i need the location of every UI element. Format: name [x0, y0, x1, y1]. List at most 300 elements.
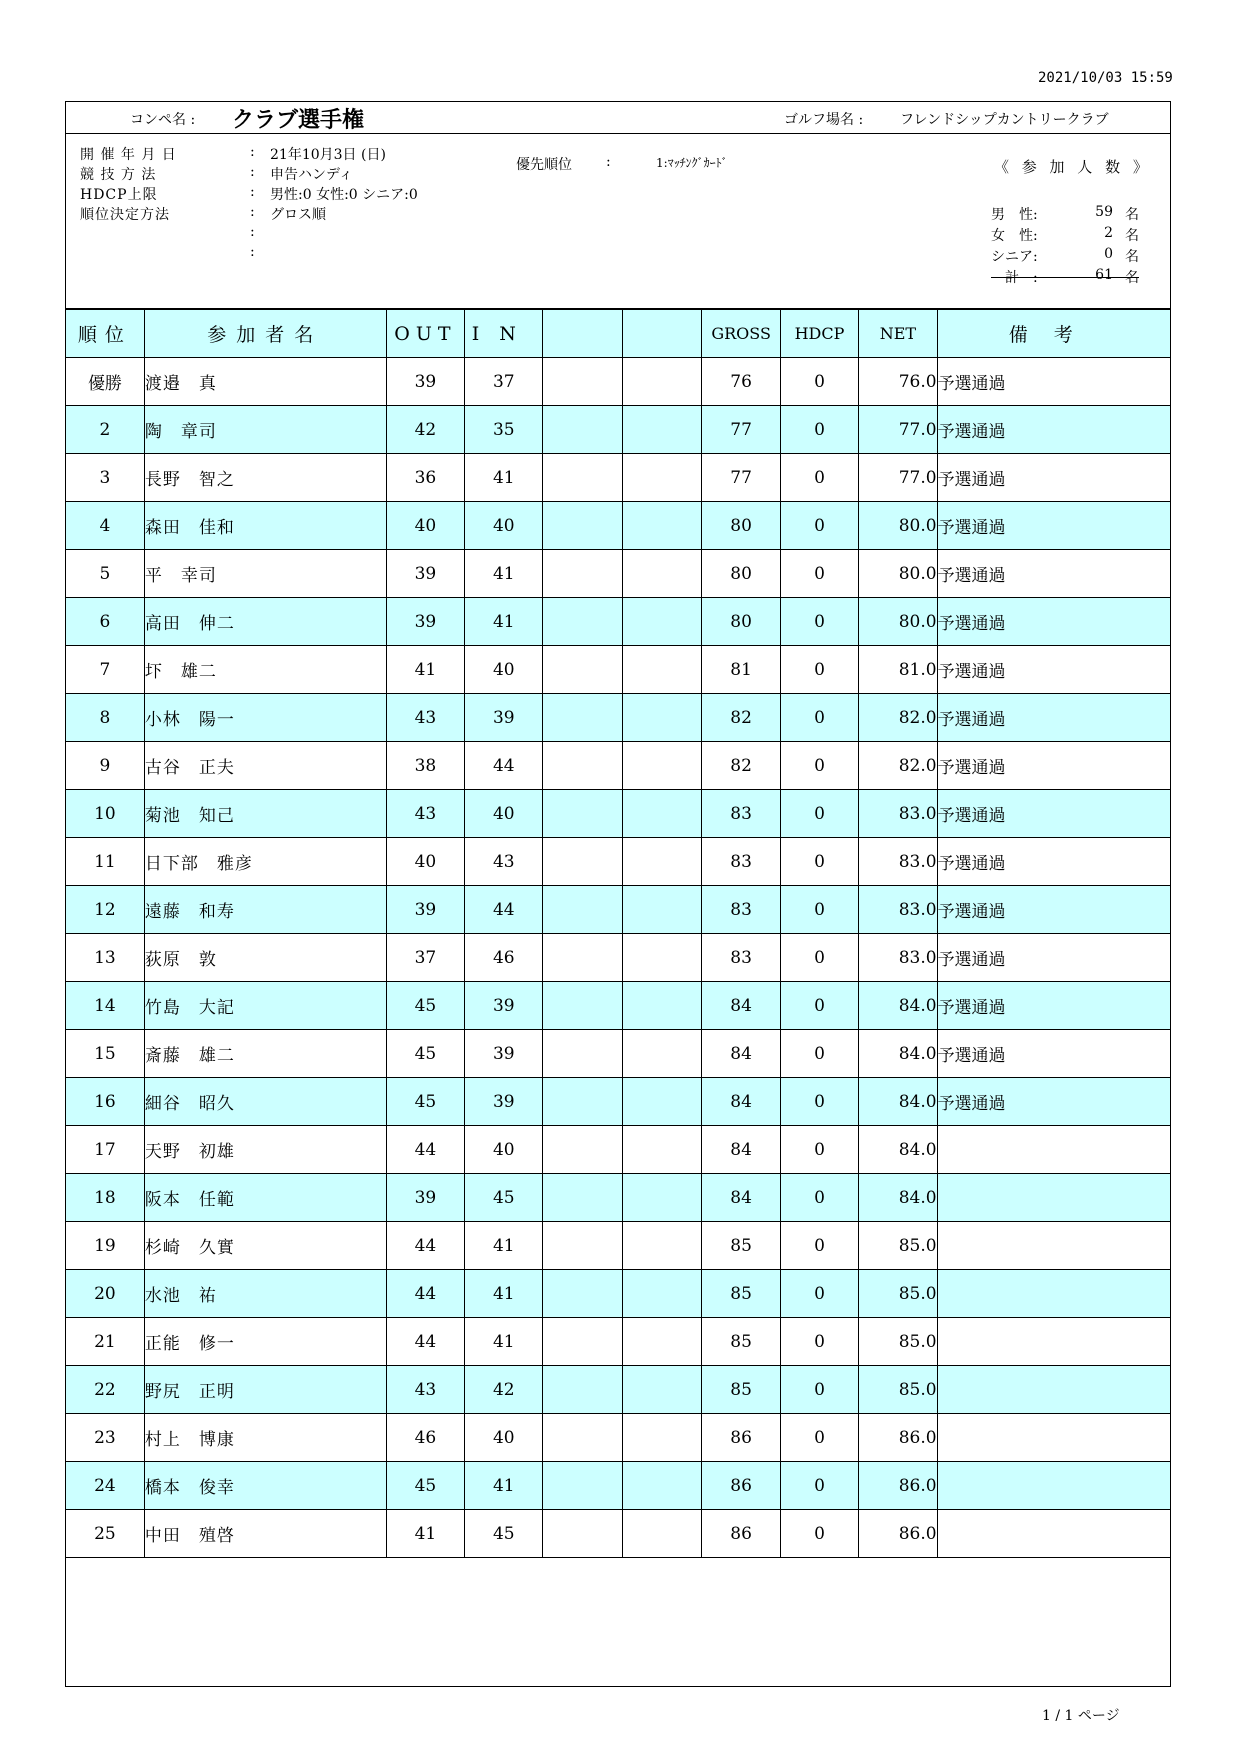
course-name: フレンドシップカントリークラブ: [900, 112, 1109, 128]
cell-blank: [543, 1462, 622, 1510]
cell-out: 39: [386, 358, 464, 406]
cell-out: 41: [386, 646, 464, 694]
competition-header: [66, 102, 1170, 134]
cell-out: 45: [386, 1030, 464, 1078]
cell-hdcp: 0: [780, 1510, 858, 1558]
cell-rank: 20: [66, 1270, 144, 1318]
cell-net: 80.0: [859, 598, 937, 646]
cell-blank: [622, 886, 701, 934]
cell-blank: [622, 934, 701, 982]
cell-gross: 83: [702, 886, 780, 934]
cell-rank: 23: [66, 1414, 144, 1462]
cell-blank: [543, 1030, 622, 1078]
col-in: IN: [465, 310, 543, 358]
cell-in: 40: [465, 1414, 543, 1462]
cell-out: 43: [386, 694, 464, 742]
cell-rank: 9: [66, 742, 144, 790]
cell-rank: 12: [66, 886, 144, 934]
cell-blank: [622, 742, 701, 790]
info-value: 21年10月3日 (日): [270, 147, 386, 163]
cell-hdcp: 0: [780, 1366, 858, 1414]
cell-blank: [622, 1030, 701, 1078]
cell-note: 予選通過: [937, 982, 1170, 1030]
cell-rank: 3: [66, 454, 144, 502]
results-body: [66, 358, 1170, 1558]
cell-note: 予選通過: [937, 790, 1170, 838]
cell-rank: 5: [66, 550, 144, 598]
cell-name: 天野 初雄: [144, 1126, 386, 1174]
cell-net: 83.0: [859, 934, 937, 982]
cell-name: 圷 雄二: [144, 646, 386, 694]
count-value: 59: [1095, 204, 1113, 220]
cell-in: 41: [465, 1222, 543, 1270]
cell-gross: 83: [702, 790, 780, 838]
info-colon: :: [250, 224, 255, 240]
cell-name: 高田 伸二: [144, 598, 386, 646]
count-label: 女 性:: [991, 228, 1038, 244]
cell-blank: [543, 1270, 622, 1318]
cell-name: 荻原 敦: [144, 934, 386, 982]
cell-name: 水池 祐: [144, 1270, 386, 1318]
cell-out: 44: [386, 1270, 464, 1318]
table-row: [66, 1030, 1170, 1078]
cell-blank: [622, 1126, 701, 1174]
cell-blank: [622, 1462, 701, 1510]
cell-blank: [543, 1510, 622, 1558]
cell-in: 41: [465, 454, 543, 502]
cell-hdcp: 0: [780, 454, 858, 502]
cell-in: 40: [465, 502, 543, 550]
cell-hdcp: 0: [780, 934, 858, 982]
cell-note: 予選通過: [937, 694, 1170, 742]
cell-rank: 優勝: [66, 358, 144, 406]
cell-hdcp: 0: [780, 502, 858, 550]
cell-blank: [622, 406, 701, 454]
cell-note: [937, 1222, 1170, 1270]
table-row: [66, 1318, 1170, 1366]
cell-rank: 2: [66, 406, 144, 454]
cell-note: 予選通過: [937, 454, 1170, 502]
cell-net: 86.0: [859, 1510, 937, 1558]
cell-name: 阪本 任範: [144, 1174, 386, 1222]
col-blank-2: [622, 310, 701, 358]
cell-name: 日下部 雅彦: [144, 838, 386, 886]
info-value: グロス順: [270, 207, 326, 223]
table-row: [66, 358, 1170, 406]
table-row: [66, 1222, 1170, 1270]
cell-gross: 80: [702, 502, 780, 550]
cell-gross: 83: [702, 934, 780, 982]
info-colon: :: [250, 184, 255, 200]
cell-name: 小林 陽一: [144, 694, 386, 742]
cell-note: 予選通過: [937, 358, 1170, 406]
cell-net: 86.0: [859, 1462, 937, 1510]
cell-in: 41: [465, 1318, 543, 1366]
cell-gross: 80: [702, 598, 780, 646]
cell-in: 40: [465, 790, 543, 838]
table-row: [66, 1462, 1170, 1510]
cell-hdcp: 0: [780, 1222, 858, 1270]
cell-blank: [622, 838, 701, 886]
cell-in: 41: [465, 598, 543, 646]
count-row: [991, 246, 1139, 268]
cell-net: 83.0: [859, 790, 937, 838]
cell-rank: 19: [66, 1222, 144, 1270]
cell-name: 菊池 知己: [144, 790, 386, 838]
cell-blank: [543, 1222, 622, 1270]
cell-out: 36: [386, 454, 464, 502]
cell-name: 森田 佳和: [144, 502, 386, 550]
cell-rank: 10: [66, 790, 144, 838]
cell-hdcp: 0: [780, 886, 858, 934]
cell-note: [937, 1126, 1170, 1174]
cell-name: 陶 章司: [144, 406, 386, 454]
cell-out: 38: [386, 742, 464, 790]
cell-rank: 24: [66, 1462, 144, 1510]
cell-out: 40: [386, 502, 464, 550]
cell-note: [937, 1510, 1170, 1558]
cell-note: [937, 1366, 1170, 1414]
cell-net: 86.0: [859, 1414, 937, 1462]
cell-gross: 84: [702, 1126, 780, 1174]
cell-gross: 77: [702, 454, 780, 502]
count-row: [991, 267, 1139, 289]
table-row: [66, 742, 1170, 790]
col-out: OUT: [386, 310, 464, 358]
info-value: 男性:0 女性:0 シニア:0: [270, 187, 418, 203]
cell-net: 85.0: [859, 1222, 937, 1270]
course-label: ゴルフ場名 :: [784, 112, 864, 128]
cell-net: 83.0: [859, 838, 937, 886]
cell-blank: [543, 598, 622, 646]
cell-net: 82.0: [859, 742, 937, 790]
count-unit: 名: [1125, 207, 1139, 223]
info-colon: :: [250, 204, 255, 220]
cell-rank: 18: [66, 1174, 144, 1222]
cell-in: 37: [465, 358, 543, 406]
cell-blank: [622, 1366, 701, 1414]
cell-blank: [622, 1414, 701, 1462]
cell-name: 平 幸司: [144, 550, 386, 598]
count-value: 0: [1104, 246, 1113, 262]
cell-rank: 16: [66, 1078, 144, 1126]
info-colon: :: [250, 244, 255, 260]
cell-in: 39: [465, 982, 543, 1030]
info-value: 申告ハンディ: [270, 167, 353, 183]
cell-hdcp: 0: [780, 1414, 858, 1462]
cell-net: 84.0: [859, 1030, 937, 1078]
table-row: [66, 502, 1170, 550]
cell-gross: 84: [702, 982, 780, 1030]
cell-gross: 85: [702, 1318, 780, 1366]
cell-blank: [622, 502, 701, 550]
table-row: [66, 1270, 1170, 1318]
table-row: [66, 1366, 1170, 1414]
cell-blank: [622, 358, 701, 406]
cell-note: 予選通過: [937, 1030, 1170, 1078]
cell-hdcp: 0: [780, 550, 858, 598]
cell-rank: 8: [66, 694, 144, 742]
cell-hdcp: 0: [780, 694, 858, 742]
cell-out: 39: [386, 886, 464, 934]
cell-out: 40: [386, 838, 464, 886]
cell-gross: 82: [702, 694, 780, 742]
cell-in: 40: [465, 1126, 543, 1174]
cell-out: 39: [386, 1174, 464, 1222]
cell-in: 39: [465, 694, 543, 742]
cell-hdcp: 0: [780, 1270, 858, 1318]
cell-note: 予選通過: [937, 934, 1170, 982]
cell-name: 竹島 大記: [144, 982, 386, 1030]
cell-net: 85.0: [859, 1366, 937, 1414]
cell-blank: [543, 742, 622, 790]
cell-blank: [622, 1270, 701, 1318]
count-label: 男 性:: [991, 207, 1038, 223]
cell-note: 予選通過: [937, 1078, 1170, 1126]
table-row: [66, 1510, 1170, 1558]
results-sheet: [65, 101, 1171, 1687]
cell-in: 44: [465, 886, 543, 934]
cell-blank: [543, 982, 622, 1030]
count-label: シニア:: [991, 249, 1038, 265]
cell-out: 44: [386, 1222, 464, 1270]
cell-hdcp: 0: [780, 406, 858, 454]
priority-label: 優先順位: [516, 157, 572, 173]
cell-gross: 76: [702, 358, 780, 406]
competition-info: [66, 134, 1170, 309]
col-rank: 順位: [66, 310, 144, 358]
cell-out: 44: [386, 1126, 464, 1174]
count-value: 2: [1104, 225, 1113, 241]
cell-gross: 82: [702, 742, 780, 790]
cell-blank: [543, 838, 622, 886]
cell-blank: [622, 1510, 701, 1558]
cell-rank: 15: [66, 1030, 144, 1078]
count-divider: [991, 277, 1139, 278]
cell-in: 40: [465, 646, 543, 694]
cell-name: 中田 殖啓: [144, 1510, 386, 1558]
cell-blank: [622, 790, 701, 838]
table-row: [66, 982, 1170, 1030]
count-value: 61: [1095, 267, 1113, 283]
cell-blank: [543, 646, 622, 694]
cell-out: 46: [386, 1414, 464, 1462]
cell-gross: 85: [702, 1270, 780, 1318]
table-row: [66, 1174, 1170, 1222]
cell-blank: [622, 694, 701, 742]
table-row: [66, 1414, 1170, 1462]
cell-note: [937, 1174, 1170, 1222]
cell-note: 予選通過: [937, 550, 1170, 598]
cell-blank: [543, 886, 622, 934]
cell-blank: [543, 934, 622, 982]
cell-out: 45: [386, 1462, 464, 1510]
results-table: [66, 309, 1170, 1558]
cell-net: 85.0: [859, 1270, 937, 1318]
table-row: [66, 646, 1170, 694]
cell-in: 45: [465, 1174, 543, 1222]
cell-note: [937, 1462, 1170, 1510]
cell-out: 43: [386, 1366, 464, 1414]
count-row: [991, 225, 1139, 247]
cell-hdcp: 0: [780, 358, 858, 406]
col-hdcp: HDCP: [780, 310, 858, 358]
cell-out: 42: [386, 406, 464, 454]
count-unit: 名: [1125, 270, 1139, 286]
cell-rank: 21: [66, 1318, 144, 1366]
cell-blank: [543, 1318, 622, 1366]
table-row: [66, 550, 1170, 598]
cell-gross: 84: [702, 1174, 780, 1222]
cell-gross: 86: [702, 1414, 780, 1462]
cell-rank: 14: [66, 982, 144, 1030]
cell-blank: [543, 1414, 622, 1462]
info-label: 順位決定方法: [80, 207, 170, 223]
cell-name: 村上 博康: [144, 1414, 386, 1462]
cell-rank: 25: [66, 1510, 144, 1558]
competition-label: コンペ名 :: [130, 112, 196, 128]
col-blank-1: [543, 310, 622, 358]
col-note: 備考: [937, 310, 1170, 358]
cell-name: 杉崎 久實: [144, 1222, 386, 1270]
cell-note: [937, 1318, 1170, 1366]
cell-net: 76.0: [859, 358, 937, 406]
cell-in: 41: [465, 1270, 543, 1318]
cell-gross: 85: [702, 1366, 780, 1414]
table-row: [66, 886, 1170, 934]
table-header-row: [66, 310, 1170, 358]
cell-rank: 11: [66, 838, 144, 886]
count-row: [991, 204, 1139, 226]
cell-in: 45: [465, 1510, 543, 1558]
col-name: 参加者名: [144, 310, 386, 358]
cell-rank: 22: [66, 1366, 144, 1414]
cell-blank: [543, 694, 622, 742]
cell-hdcp: 0: [780, 1126, 858, 1174]
table-row: [66, 934, 1170, 982]
cell-blank: [543, 1366, 622, 1414]
cell-blank: [622, 982, 701, 1030]
table-row: [66, 406, 1170, 454]
cell-rank: 13: [66, 934, 144, 982]
table-row: [66, 790, 1170, 838]
cell-name: 長野 智之: [144, 454, 386, 502]
cell-name: 斎藤 雄二: [144, 1030, 386, 1078]
cell-note: [937, 1270, 1170, 1318]
participant-count-title: 《 参 加 人 数 》: [994, 158, 1152, 176]
cell-hdcp: 0: [780, 982, 858, 1030]
cell-blank: [543, 1126, 622, 1174]
count-unit: 名: [1125, 228, 1139, 244]
priority-colon: :: [606, 154, 611, 170]
cell-hdcp: 0: [780, 1462, 858, 1510]
cell-note: 予選通過: [937, 886, 1170, 934]
cell-out: 44: [386, 1318, 464, 1366]
priority-value: 1:ﾏｯﾁﾝｸﾞｶｰﾄﾞ: [656, 156, 728, 170]
cell-note: 予選通過: [937, 502, 1170, 550]
cell-blank: [543, 1078, 622, 1126]
cell-name: 橋本 俊幸: [144, 1462, 386, 1510]
table-row: [66, 454, 1170, 502]
cell-net: 84.0: [859, 1078, 937, 1126]
table-row: [66, 1078, 1170, 1126]
cell-blank: [622, 1318, 701, 1366]
cell-hdcp: 0: [780, 790, 858, 838]
cell-rank: 7: [66, 646, 144, 694]
cell-in: 43: [465, 838, 543, 886]
cell-blank: [543, 358, 622, 406]
table-row: [66, 598, 1170, 646]
cell-net: 81.0: [859, 646, 937, 694]
cell-net: 84.0: [859, 982, 937, 1030]
print-timestamp: 2021/10/03 15:59: [1038, 70, 1173, 86]
cell-blank: [543, 406, 622, 454]
cell-gross: 86: [702, 1510, 780, 1558]
cell-name: 正能 修一: [144, 1318, 386, 1366]
cell-net: 80.0: [859, 502, 937, 550]
cell-hdcp: 0: [780, 1318, 858, 1366]
cell-name: 古谷 正夫: [144, 742, 386, 790]
cell-in: 35: [465, 406, 543, 454]
cell-net: 84.0: [859, 1126, 937, 1174]
cell-blank: [622, 1078, 701, 1126]
cell-blank: [622, 454, 701, 502]
competition-name: クラブ選手権: [232, 108, 365, 133]
count-label: 計 :: [991, 270, 1038, 286]
cell-name: 野尻 正明: [144, 1366, 386, 1414]
cell-out: 45: [386, 1078, 464, 1126]
cell-gross: 77: [702, 406, 780, 454]
count-unit: 名: [1125, 249, 1139, 265]
cell-out: 39: [386, 550, 464, 598]
table-row: [66, 694, 1170, 742]
info-colon: :: [250, 164, 255, 180]
cell-in: 41: [465, 1462, 543, 1510]
cell-blank: [543, 550, 622, 598]
cell-gross: 83: [702, 838, 780, 886]
cell-rank: 6: [66, 598, 144, 646]
cell-blank: [543, 454, 622, 502]
cell-net: 84.0: [859, 1174, 937, 1222]
cell-hdcp: 0: [780, 1078, 858, 1126]
cell-blank: [622, 550, 701, 598]
cell-note: [937, 1414, 1170, 1462]
info-label: 競 技 方 法: [80, 167, 157, 183]
cell-blank: [543, 502, 622, 550]
cell-blank: [543, 1174, 622, 1222]
cell-out: 45: [386, 982, 464, 1030]
cell-out: 39: [386, 598, 464, 646]
cell-hdcp: 0: [780, 1030, 858, 1078]
cell-in: 44: [465, 742, 543, 790]
table-row: [66, 838, 1170, 886]
cell-net: 77.0: [859, 406, 937, 454]
cell-gross: 85: [702, 1222, 780, 1270]
cell-hdcp: 0: [780, 742, 858, 790]
info-colon: :: [250, 144, 255, 160]
cell-in: 39: [465, 1078, 543, 1126]
cell-in: 41: [465, 550, 543, 598]
cell-gross: 86: [702, 1462, 780, 1510]
cell-hdcp: 0: [780, 598, 858, 646]
cell-hdcp: 0: [780, 838, 858, 886]
info-label: 開 催 年 月 日: [80, 147, 177, 163]
cell-rank: 17: [66, 1126, 144, 1174]
col-net: NET: [859, 310, 937, 358]
cell-blank: [622, 1174, 701, 1222]
cell-name: 渡邉 真: [144, 358, 386, 406]
col-gross: GROSS: [702, 310, 780, 358]
